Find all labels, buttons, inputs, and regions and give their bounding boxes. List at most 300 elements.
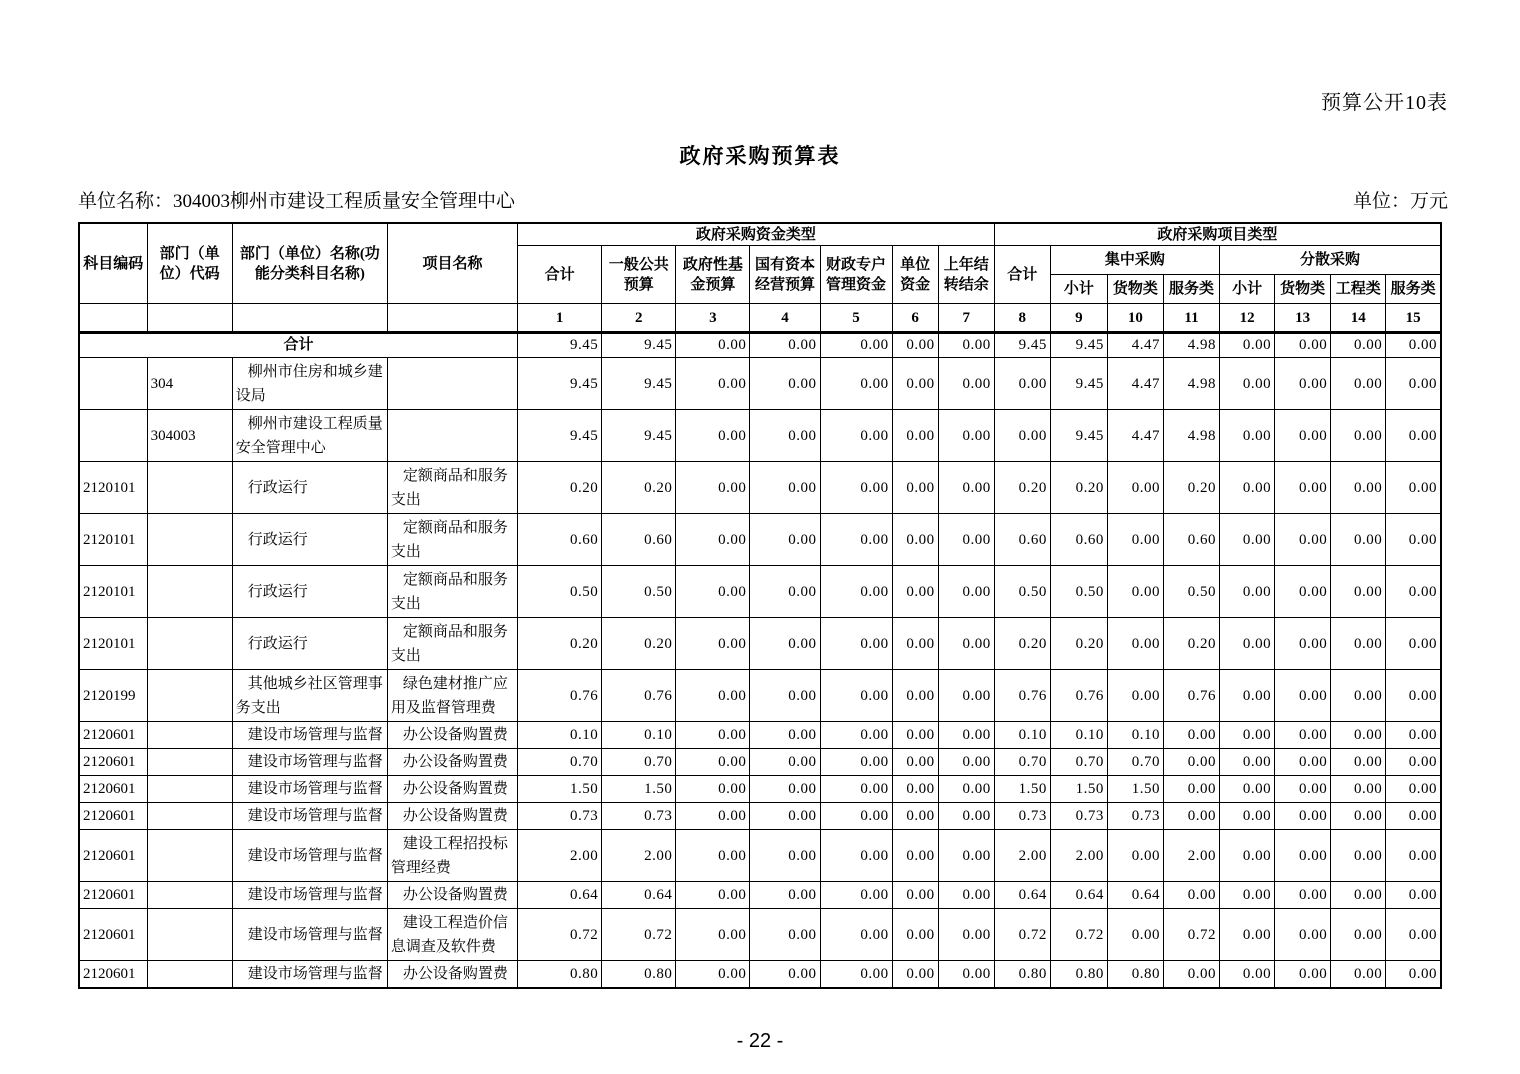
- value-cell: 0.00: [1220, 566, 1275, 618]
- subject-code-cell: 2120101: [79, 514, 147, 566]
- value-cell: 0.50: [1050, 566, 1107, 618]
- value-cell: 1.50: [1107, 776, 1163, 803]
- value-cell: 0.00: [1331, 909, 1386, 961]
- value-cell: 0.00: [1275, 803, 1331, 830]
- value-cell: 0.00: [892, 722, 938, 749]
- dept-code-cell: 304003: [147, 410, 232, 462]
- column-index-cell: 11: [1163, 304, 1219, 333]
- value-cell: 0.00: [938, 333, 994, 358]
- value-cell: 0.00: [820, 333, 892, 358]
- value-cell: 0.60: [1163, 514, 1219, 566]
- table-row: [79, 410, 1441, 462]
- value-cell: 0.60: [994, 514, 1050, 566]
- value-cell: 0.00: [938, 514, 994, 566]
- header-gov-fund-budget: 政府性基金预算: [676, 246, 750, 304]
- header-dept-code: 部门（单位）代码: [147, 223, 232, 304]
- value-cell: 0.72: [602, 909, 676, 961]
- dept-code-cell: [147, 722, 232, 749]
- value-cell: 0.00: [820, 909, 892, 961]
- value-cell: 0.00: [938, 749, 994, 776]
- value-cell: 0.73: [1107, 803, 1163, 830]
- value-cell: 0.00: [892, 333, 938, 358]
- table-row: [79, 749, 1441, 776]
- table-row: [79, 514, 1441, 566]
- dept-code-cell: [147, 882, 232, 909]
- value-cell: 2.00: [602, 830, 676, 882]
- value-cell: 9.45: [602, 333, 676, 358]
- value-cell: 0.00: [676, 410, 750, 462]
- subject-code-cell: 2120601: [79, 722, 147, 749]
- column-index-row: [79, 304, 1441, 333]
- value-cell: 0.00: [750, 749, 820, 776]
- value-cell: 0.00: [892, 961, 938, 989]
- subject-code-cell: 2120101: [79, 566, 147, 618]
- value-cell: 0.00: [820, 670, 892, 722]
- value-cell: 0.76: [1050, 670, 1107, 722]
- value-cell: 0.72: [1163, 909, 1219, 961]
- value-cell: 0.00: [1275, 618, 1331, 670]
- value-cell: 0.00: [1386, 462, 1441, 514]
- value-cell: 0.00: [1331, 410, 1386, 462]
- dept-code-cell: [147, 830, 232, 882]
- value-cell: 0.00: [1220, 670, 1275, 722]
- value-cell: 0.00: [750, 961, 820, 989]
- value-cell: 0.00: [1275, 909, 1331, 961]
- value-cell: 0.10: [1107, 722, 1163, 749]
- subject-code-cell: 2120601: [79, 882, 147, 909]
- value-cell: 0.80: [518, 961, 602, 989]
- value-cell: 0.00: [1386, 333, 1441, 358]
- column-index-cell: 7: [938, 304, 994, 333]
- value-cell: 0.00: [938, 618, 994, 670]
- dept-code-cell: [147, 566, 232, 618]
- project-name-cell: 办公设备购置费: [387, 776, 517, 803]
- value-cell: 0.64: [518, 882, 602, 909]
- value-cell: 0.00: [1331, 722, 1386, 749]
- value-cell: 0.00: [938, 670, 994, 722]
- value-cell: 0.64: [1107, 882, 1163, 909]
- value-cell: 0.00: [1107, 830, 1163, 882]
- table-row: [79, 882, 1441, 909]
- value-cell: 0.00: [1386, 566, 1441, 618]
- index-blank-cell: [387, 304, 517, 333]
- project-name-cell: 建设工程招投标管理经费: [387, 830, 517, 882]
- value-cell: 0.00: [1275, 358, 1331, 410]
- dept-name-cell: 建设市场管理与监督: [232, 961, 387, 989]
- dept-code-cell: [147, 514, 232, 566]
- meta-row: [78, 186, 1448, 213]
- table-row: [79, 830, 1441, 882]
- dept-code-cell: [147, 462, 232, 514]
- value-cell: 0.70: [1107, 749, 1163, 776]
- value-cell: 0.00: [750, 514, 820, 566]
- dept-name-cell: 其他城乡社区管理事务支出: [232, 670, 387, 722]
- header-centralized-subtotal: 小计: [1050, 275, 1107, 304]
- header-decentralized-subtotal: 小计: [1220, 275, 1275, 304]
- header-decentralized-goods: 货物类: [1275, 275, 1331, 304]
- value-cell: 0.00: [750, 358, 820, 410]
- value-cell: 0.72: [518, 909, 602, 961]
- column-index-cell: 9: [1050, 304, 1107, 333]
- value-cell: 0.10: [518, 722, 602, 749]
- header-decentralized-services: 服务类: [1386, 275, 1441, 304]
- column-index-cell: 15: [1386, 304, 1441, 333]
- value-cell: 0.20: [1050, 462, 1107, 514]
- value-cell: 4.47: [1107, 410, 1163, 462]
- value-cell: 0.00: [1220, 410, 1275, 462]
- value-cell: 0.00: [820, 514, 892, 566]
- value-cell: 0.64: [994, 882, 1050, 909]
- table-row: [79, 670, 1441, 722]
- value-cell: 0.00: [750, 410, 820, 462]
- subject-code-cell: 2120601: [79, 803, 147, 830]
- value-cell: 0.20: [1163, 462, 1219, 514]
- value-cell: 0.00: [1386, 882, 1441, 909]
- dept-name-cell: 行政运行: [232, 514, 387, 566]
- value-cell: 0.00: [1107, 566, 1163, 618]
- value-cell: 0.00: [1331, 882, 1386, 909]
- header-project-total: 合计: [994, 246, 1050, 304]
- project-name-cell: 办公设备购置费: [387, 882, 517, 909]
- value-cell: 0.00: [750, 909, 820, 961]
- value-cell: 0.00: [676, 358, 750, 410]
- value-cell: 0.60: [602, 514, 676, 566]
- dept-name-cell: 建设市场管理与监督: [232, 803, 387, 830]
- header-dept-name: 部门（单位）名称(功能分类科目名称): [232, 223, 387, 304]
- value-cell: 0.00: [1220, 333, 1275, 358]
- value-cell: 0.00: [938, 803, 994, 830]
- value-cell: 0.00: [1386, 830, 1441, 882]
- value-cell: 9.45: [1050, 410, 1107, 462]
- value-cell: 0.00: [1275, 830, 1331, 882]
- header-decentralized-group: 分散采购: [1220, 246, 1441, 275]
- table-row: [79, 618, 1441, 670]
- value-cell: 0.60: [518, 514, 602, 566]
- value-cell: 0.00: [938, 882, 994, 909]
- project-name-cell: [387, 410, 517, 462]
- value-cell: 0.00: [892, 882, 938, 909]
- value-cell: 0.00: [1275, 410, 1331, 462]
- project-name-cell: 定额商品和服务支出: [387, 566, 517, 618]
- unit-currency-label: 单位：万元: [1352, 191, 1448, 212]
- project-name-cell: [387, 358, 517, 410]
- value-cell: 0.00: [1386, 909, 1441, 961]
- value-cell: 0.20: [994, 462, 1050, 514]
- dept-name-cell: 建设市场管理与监督: [232, 830, 387, 882]
- value-cell: 0.00: [820, 961, 892, 989]
- value-cell: 0.00: [1107, 462, 1163, 514]
- value-cell: 0.00: [1163, 882, 1219, 909]
- dept-name-cell: 行政运行: [232, 618, 387, 670]
- value-cell: 0.10: [602, 722, 676, 749]
- table-row: [79, 961, 1441, 989]
- value-cell: 0.00: [676, 776, 750, 803]
- dept-name-cell: 建设市场管理与监督: [232, 909, 387, 961]
- dept-code-cell: [147, 618, 232, 670]
- header-fund-total: 合计: [518, 246, 602, 304]
- dept-name-cell: 柳州市住房和城乡建设局: [232, 358, 387, 410]
- value-cell: 0.00: [820, 803, 892, 830]
- header-decentralized-works: 工程类: [1331, 275, 1386, 304]
- value-cell: 0.76: [602, 670, 676, 722]
- value-cell: 0.00: [750, 618, 820, 670]
- value-cell: 0.00: [1386, 514, 1441, 566]
- value-cell: 0.00: [820, 410, 892, 462]
- value-cell: 0.00: [1275, 961, 1331, 989]
- value-cell: 0.73: [602, 803, 676, 830]
- value-cell: 0.00: [1386, 618, 1441, 670]
- value-cell: 0.00: [750, 830, 820, 882]
- index-blank-cell: [147, 304, 232, 333]
- project-name-cell: 办公设备购置费: [387, 803, 517, 830]
- value-cell: 9.45: [518, 358, 602, 410]
- value-cell: 0.73: [518, 803, 602, 830]
- value-cell: 0.50: [602, 566, 676, 618]
- value-cell: 0.73: [994, 803, 1050, 830]
- value-cell: 0.10: [1050, 722, 1107, 749]
- value-cell: 2.00: [518, 830, 602, 882]
- table-row: [79, 462, 1441, 514]
- dept-code-cell: [147, 961, 232, 989]
- column-index-cell: 8: [994, 304, 1050, 333]
- subject-code-cell: 2120101: [79, 618, 147, 670]
- column-index-cell: 10: [1107, 304, 1163, 333]
- table-row: [79, 358, 1441, 410]
- value-cell: 0.00: [994, 410, 1050, 462]
- value-cell: 0.00: [892, 462, 938, 514]
- value-cell: 0.00: [750, 722, 820, 749]
- value-cell: 0.00: [1331, 358, 1386, 410]
- value-cell: 1.50: [602, 776, 676, 803]
- value-cell: 0.00: [1275, 514, 1331, 566]
- value-cell: 0.00: [676, 670, 750, 722]
- value-cell: 0.72: [994, 909, 1050, 961]
- value-cell: 9.45: [1050, 358, 1107, 410]
- value-cell: 0.00: [1220, 462, 1275, 514]
- table-row: [79, 722, 1441, 749]
- value-cell: 9.45: [518, 410, 602, 462]
- value-cell: 0.00: [892, 410, 938, 462]
- unit-name-label: 单位名称：304003柳州市建设工程质量安全管理中心: [78, 191, 516, 212]
- column-index-cell: 1: [518, 304, 602, 333]
- value-cell: 0.76: [1163, 670, 1219, 722]
- value-cell: 0.00: [1331, 803, 1386, 830]
- header-state-capital-budget: 国有资本经营预算: [750, 246, 820, 304]
- value-cell: 0.00: [750, 882, 820, 909]
- value-cell: 0.00: [1275, 776, 1331, 803]
- value-cell: 9.45: [1050, 333, 1107, 358]
- doc-type-label: 预算公开10表: [1321, 92, 1448, 114]
- value-cell: 0.00: [1107, 670, 1163, 722]
- value-cell: 0.00: [820, 830, 892, 882]
- header-centralized-group: 集中采购: [1050, 246, 1219, 275]
- project-name-cell: 定额商品和服务支出: [387, 618, 517, 670]
- value-cell: 0.00: [1275, 882, 1331, 909]
- value-cell: 0.00: [676, 618, 750, 670]
- table-row: [79, 333, 1441, 358]
- value-cell: 4.98: [1163, 358, 1219, 410]
- value-cell: 0.00: [1386, 749, 1441, 776]
- value-cell: 0.00: [820, 776, 892, 803]
- project-name-cell: 建设工程造价信息调查及软件费: [387, 909, 517, 961]
- dept-code-cell: [147, 749, 232, 776]
- index-blank-cell: [79, 304, 147, 333]
- value-cell: 0.00: [1220, 358, 1275, 410]
- header-project-name: 项目名称: [387, 223, 517, 304]
- subject-code-cell: [79, 410, 147, 462]
- value-cell: 0.00: [1163, 776, 1219, 803]
- value-cell: 0.00: [938, 566, 994, 618]
- value-cell: 0.00: [1331, 776, 1386, 803]
- value-cell: 0.00: [750, 776, 820, 803]
- column-index-cell: 13: [1275, 304, 1331, 333]
- value-cell: 0.00: [938, 722, 994, 749]
- value-cell: 0.00: [1220, 514, 1275, 566]
- value-cell: 0.00: [1331, 670, 1386, 722]
- table-row: [79, 909, 1441, 961]
- value-cell: 0.00: [892, 566, 938, 618]
- value-cell: 4.98: [1163, 410, 1219, 462]
- header-carryover: 上年结转结余: [938, 246, 994, 304]
- value-cell: 0.00: [1220, 722, 1275, 749]
- value-cell: 0.00: [892, 803, 938, 830]
- value-cell: 0.00: [1275, 462, 1331, 514]
- value-cell: 0.00: [676, 749, 750, 776]
- value-cell: 0.00: [938, 909, 994, 961]
- header-subject-code: 科目编码: [79, 223, 147, 304]
- value-cell: 0.00: [676, 830, 750, 882]
- value-cell: 9.45: [602, 410, 676, 462]
- value-cell: 0.80: [602, 961, 676, 989]
- project-name-cell: 办公设备购置费: [387, 961, 517, 989]
- value-cell: 0.00: [676, 961, 750, 989]
- value-cell: 0.64: [1050, 882, 1107, 909]
- value-cell: 0.00: [1386, 803, 1441, 830]
- value-cell: 0.00: [938, 410, 994, 462]
- value-cell: 4.98: [1163, 333, 1219, 358]
- value-cell: 0.00: [1331, 749, 1386, 776]
- value-cell: 0.00: [676, 462, 750, 514]
- value-cell: 0.00: [1107, 618, 1163, 670]
- value-cell: 9.45: [602, 358, 676, 410]
- value-cell: 9.45: [994, 333, 1050, 358]
- value-cell: 0.00: [820, 462, 892, 514]
- value-cell: 0.00: [676, 722, 750, 749]
- value-cell: 2.00: [1050, 830, 1107, 882]
- value-cell: 0.20: [518, 618, 602, 670]
- value-cell: 0.70: [994, 749, 1050, 776]
- value-cell: 0.76: [994, 670, 1050, 722]
- value-cell: 0.00: [1331, 830, 1386, 882]
- project-name-cell: 办公设备购置费: [387, 749, 517, 776]
- dept-code-cell: [147, 776, 232, 803]
- value-cell: 0.20: [1050, 618, 1107, 670]
- dept-code-cell: [147, 803, 232, 830]
- dept-name-cell: 建设市场管理与监督: [232, 722, 387, 749]
- dept-name-cell: 柳州市建设工程质量安全管理中心: [232, 410, 387, 462]
- value-cell: 0.00: [1220, 776, 1275, 803]
- value-cell: 0.00: [750, 566, 820, 618]
- column-index-cell: 12: [1220, 304, 1275, 333]
- dept-code-cell: 304: [147, 358, 232, 410]
- value-cell: 4.47: [1107, 358, 1163, 410]
- value-cell: 0.00: [1386, 358, 1441, 410]
- value-cell: 0.00: [1386, 722, 1441, 749]
- value-cell: 0.50: [1163, 566, 1219, 618]
- value-cell: 1.50: [1050, 776, 1107, 803]
- dept-name-cell: 建设市场管理与监督: [232, 882, 387, 909]
- value-cell: 0.00: [1386, 670, 1441, 722]
- value-cell: 0.00: [1163, 961, 1219, 989]
- subject-code-cell: 2120601: [79, 830, 147, 882]
- value-cell: 0.00: [750, 803, 820, 830]
- value-cell: 0.00: [892, 749, 938, 776]
- value-cell: 0.00: [994, 358, 1050, 410]
- value-cell: 0.00: [1331, 961, 1386, 989]
- value-cell: 0.10: [994, 722, 1050, 749]
- value-cell: 0.00: [892, 618, 938, 670]
- value-cell: 0.00: [820, 566, 892, 618]
- value-cell: 0.00: [676, 909, 750, 961]
- value-cell: 2.00: [994, 830, 1050, 882]
- value-cell: 0.73: [1050, 803, 1107, 830]
- dept-name-cell: 行政运行: [232, 566, 387, 618]
- value-cell: 0.00: [892, 909, 938, 961]
- subject-code-cell: 2120601: [79, 749, 147, 776]
- value-cell: 2.00: [1163, 830, 1219, 882]
- value-cell: 0.72: [1050, 909, 1107, 961]
- total-row-label: 合计: [79, 333, 518, 358]
- value-cell: 0.70: [518, 749, 602, 776]
- header-unit-funds: 单位资金: [892, 246, 938, 304]
- value-cell: 0.00: [820, 722, 892, 749]
- page-title: 政府采购预算表: [679, 144, 841, 168]
- value-cell: 0.00: [676, 514, 750, 566]
- value-cell: 0.00: [892, 670, 938, 722]
- value-cell: 0.00: [1163, 749, 1219, 776]
- header-fund-group: 政府采购资金类型: [518, 223, 995, 246]
- project-name-cell: 绿色建材推广应用及监督管理费: [387, 670, 517, 722]
- page-number: - 22 -: [736, 1030, 784, 1052]
- value-cell: 0.00: [1275, 670, 1331, 722]
- value-cell: 0.00: [938, 961, 994, 989]
- project-name-cell: 定额商品和服务支出: [387, 514, 517, 566]
- value-cell: 0.00: [1386, 410, 1441, 462]
- header-general-budget: 一般公共预算: [602, 246, 676, 304]
- value-cell: 0.00: [1220, 830, 1275, 882]
- value-cell: 0.50: [518, 566, 602, 618]
- table-body: [79, 333, 1441, 989]
- procurement-budget-table: [78, 222, 1442, 989]
- value-cell: 0.20: [602, 618, 676, 670]
- value-cell: 0.00: [820, 882, 892, 909]
- value-cell: 0.00: [1107, 514, 1163, 566]
- value-cell: 0.00: [892, 776, 938, 803]
- value-cell: 0.20: [994, 618, 1050, 670]
- value-cell: 0.80: [1107, 961, 1163, 989]
- value-cell: 1.50: [994, 776, 1050, 803]
- value-cell: 0.00: [1220, 803, 1275, 830]
- value-cell: 0.00: [1163, 722, 1219, 749]
- value-cell: 0.00: [820, 358, 892, 410]
- value-cell: 0.50: [994, 566, 1050, 618]
- value-cell: 0.00: [676, 566, 750, 618]
- value-cell: 0.00: [892, 830, 938, 882]
- value-cell: 0.00: [1331, 333, 1386, 358]
- value-cell: 9.45: [518, 333, 602, 358]
- value-cell: 0.00: [1331, 514, 1386, 566]
- value-cell: 0.20: [602, 462, 676, 514]
